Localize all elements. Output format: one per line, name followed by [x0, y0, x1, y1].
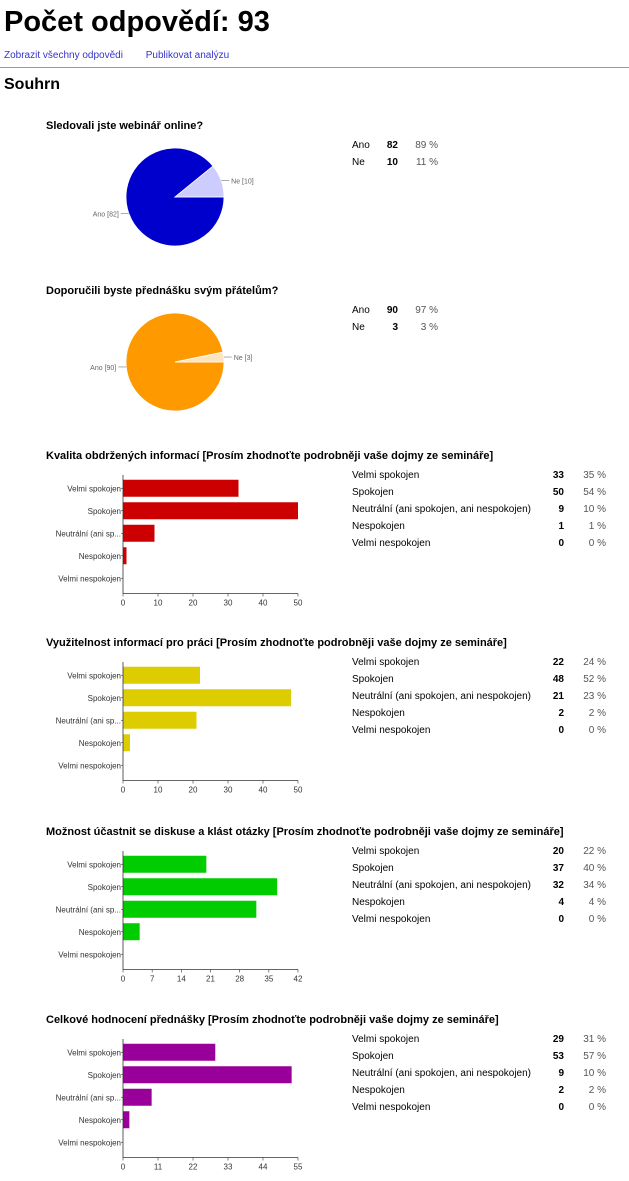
question-title: Využitelnost informací pro práci [Prosím zhodnoťte podrobněji vaše dojmy ze semináře]: [46, 637, 507, 649]
category-label-nespokojen: Nespokojen: [78, 738, 121, 748]
stats-row: [352, 671, 606, 688]
category-label-neutr-ln-ani-spokojen-ani-nespokojen: Neutrální (ani sp...: [55, 1093, 121, 1103]
stats-row: [352, 877, 606, 894]
question-title: Celkové hodnocení přednášky [Prosím zhodnoťte podrobněji vaše dojmy ze semináře]: [46, 1014, 499, 1026]
category-label-velmi-nespokojen: Velmi nespokojen: [58, 950, 121, 960]
stats-label: Velmi spokojen: [352, 470, 420, 481]
x-tick-label: 40: [258, 785, 268, 795]
x-tick-label: 0: [120, 785, 126, 795]
pie-label-ano: Ano [82]: [92, 211, 119, 219]
category-label-neutr-ln-ani-spokojen-ani-nespokojen: Neutrální (ani sp...: [55, 716, 121, 726]
stats-percent: 31 %: [583, 1034, 606, 1045]
x-tick-label: 11: [153, 1162, 163, 1172]
pie-chart: [46, 285, 346, 415]
category-label-neutr-ln-ani-spokojen-ani-nespokojen: Neutrální (ani sp...: [55, 529, 121, 539]
stats-count: 29: [552, 1034, 564, 1045]
stats-row: [352, 467, 606, 484]
stats-row: [352, 1031, 606, 1048]
question-overall-rating: [46, 1014, 629, 1174]
stats-percent: 11 %: [415, 157, 438, 168]
stats-percent: 4 %: [588, 897, 606, 908]
x-tick-label: 14: [176, 974, 186, 984]
stats-count: 21: [552, 691, 564, 702]
pie-chart: [46, 120, 346, 250]
stats-label: Velmi nespokojen: [352, 538, 431, 549]
bar-nespokojen: [123, 1111, 129, 1128]
x-tick-label: 42: [293, 974, 303, 984]
category-label-spokojen: Spokojen: [87, 882, 121, 892]
stats-percent: 23 %: [583, 691, 606, 702]
bar-spokojen: [123, 1066, 292, 1083]
category-label-spokojen: Spokojen: [87, 506, 121, 516]
stats-count: 0: [558, 1102, 564, 1113]
summary-heading: Souhrn: [4, 76, 60, 93]
stats-count: 20: [552, 846, 564, 857]
x-tick-label: 33: [223, 1162, 233, 1172]
stats-percent: 57 %: [583, 1051, 606, 1062]
stats-percent: 2 %: [588, 708, 606, 719]
bar-spokojen: [123, 502, 298, 519]
stats-count: 53: [552, 1051, 564, 1062]
x-tick-label: 20: [188, 598, 198, 608]
question-info-quality: [46, 450, 629, 610]
x-tick-label: 50: [293, 598, 303, 608]
pie-label-ne: Ne [10]: [231, 178, 254, 186]
x-tick-label: 22: [188, 1162, 198, 1172]
stats-table: [352, 467, 606, 552]
stats-row: [352, 518, 606, 535]
stats-row: [352, 705, 606, 722]
x-tick-label: 30: [223, 598, 233, 608]
bar-chart: [46, 637, 346, 797]
pie-label-ne: Ne [3]: [233, 355, 253, 363]
stats-row: [352, 1048, 606, 1065]
stats-percent: 40 %: [583, 863, 606, 874]
stats-label: Ano: [352, 305, 370, 316]
x-tick-label: 20: [188, 785, 198, 795]
x-tick-label: 55: [293, 1162, 303, 1172]
stats-label: Neutrální (ani spokojen, ani nespokojen): [352, 691, 531, 702]
stats-label: Neutrální (ani spokojen, ani nespokojen): [352, 1068, 531, 1079]
stats-row: [352, 535, 606, 552]
stats-table: [352, 1031, 606, 1116]
stats-count: 1: [558, 521, 564, 532]
top-links: [4, 50, 249, 61]
question-title: Možnost účastnit se diskuse a klást otázky [Prosím zhodnoťte podrobněji vaše dojmy ze semináře]: [46, 826, 564, 838]
x-tick-label: 0: [120, 974, 126, 984]
stats-label: Ne: [352, 157, 365, 168]
question-title: Sledovali jste webinář online?: [46, 120, 204, 132]
stats-count: 0: [558, 538, 564, 549]
bar-chart: [46, 1014, 346, 1174]
stats-row: [352, 688, 606, 705]
stats-row: [352, 501, 606, 518]
page-title: Počet odpovědí: 93: [4, 6, 270, 38]
category-label-velmi-nespokojen: Velmi nespokojen: [58, 1138, 121, 1148]
x-tick-label: 35: [264, 974, 274, 984]
stats-count: 22: [552, 657, 564, 668]
stats-label: Nespokojen: [352, 897, 405, 908]
category-label-spokojen: Spokojen: [87, 693, 121, 703]
stats-row: [352, 722, 606, 739]
stats-count: 48: [552, 674, 564, 685]
stats-count: 0: [558, 725, 564, 736]
category-label-neutr-ln-ani-spokojen-ani-nespokojen: Neutrální (ani sp...: [55, 905, 121, 915]
stats-percent: 3 %: [420, 322, 438, 333]
stats-label: Spokojen: [352, 674, 394, 685]
x-tick-label: 21: [206, 974, 215, 984]
stats-count: 32: [552, 880, 564, 891]
stats-row: [352, 1065, 606, 1082]
stats-table: [352, 654, 606, 739]
bar-nespokojen: [123, 923, 140, 940]
x-tick-label: 7: [149, 974, 155, 984]
stats-count: 9: [558, 504, 564, 515]
bar-neutr-ln-ani-spokojen-ani-nespokojen: [123, 712, 197, 729]
category-label-spokojen: Spokojen: [87, 1070, 121, 1080]
bar-velmi-spokojen: [123, 856, 206, 873]
stats-percent: 2 %: [588, 1085, 606, 1096]
stats-label: Ano: [352, 140, 370, 151]
stats-percent: 0 %: [588, 725, 606, 736]
bar-chart: [46, 826, 346, 986]
stats-row: [352, 137, 438, 154]
category-label-nespokojen: Nespokojen: [78, 551, 121, 561]
bar-neutr-ln-ani-spokojen-ani-nespokojen: [123, 525, 155, 542]
stats-percent: 89 %: [415, 140, 438, 151]
bar-nespokojen: [123, 547, 127, 564]
x-tick-label: 0: [120, 1162, 126, 1172]
stats-percent: 10 %: [583, 1068, 606, 1079]
question-recommend: [46, 285, 629, 415]
stats-percent: 10 %: [583, 504, 606, 515]
category-label-nespokojen: Nespokojen: [78, 1115, 121, 1125]
x-tick-label: 44: [258, 1162, 268, 1172]
bar-spokojen: [123, 689, 291, 706]
question-title: Doporučili byste přednášku svým přátelům?: [46, 285, 279, 297]
stats-count: 0: [558, 914, 564, 925]
stats-percent: 0 %: [588, 914, 606, 925]
stats-label: Neutrální (ani spokojen, ani nespokojen): [352, 504, 531, 515]
bar-chart: [46, 450, 346, 610]
publish-analysis-link[interactable]: Publikovat analýzu: [145, 50, 230, 61]
x-tick-label: 28: [235, 974, 245, 984]
category-label-velmi-spokojen: Velmi spokojen: [67, 671, 121, 681]
stats-percent: 24 %: [583, 657, 606, 668]
stats-count: 37: [552, 863, 564, 874]
x-tick-label: 10: [153, 785, 163, 795]
stats-row: [352, 654, 606, 671]
x-tick-label: 10: [153, 598, 163, 608]
stats-percent: 0 %: [588, 1102, 606, 1113]
question-title: Kvalita obdržených informací [Prosím zhodnoťte podrobněji vaše dojmy ze semináře]: [46, 450, 494, 462]
stats-row: [352, 843, 606, 860]
stats-percent: 34 %: [583, 880, 606, 891]
stats-label: Velmi nespokojen: [352, 725, 431, 736]
stats-label: Velmi nespokojen: [352, 914, 431, 925]
stats-label: Spokojen: [352, 487, 394, 498]
stats-count: 2: [558, 1085, 564, 1096]
bar-neutr-ln-ani-spokojen-ani-nespokojen: [123, 1089, 152, 1106]
stats-row: [352, 1099, 606, 1116]
stats-row: [352, 484, 606, 501]
stats-label: Velmi spokojen: [352, 1034, 420, 1045]
question-webinar-online: [46, 120, 629, 250]
category-label-velmi-spokojen: Velmi spokojen: [67, 484, 121, 494]
stats-count: 82: [386, 140, 398, 151]
stats-label: Velmi spokojen: [352, 846, 420, 857]
bar-velmi-spokojen: [123, 1044, 215, 1061]
stats-label: Nespokojen: [352, 708, 405, 719]
category-label-velmi-spokojen: Velmi spokojen: [67, 860, 121, 870]
stats-count: 3: [392, 322, 398, 333]
stats-row: [352, 1082, 606, 1099]
stats-label: Neutrální (ani spokojen, ani nespokojen): [352, 880, 531, 891]
x-tick-label: 40: [258, 598, 268, 608]
category-label-velmi-nespokojen: Velmi nespokojen: [58, 574, 121, 584]
stats-percent: 1 %: [588, 521, 606, 532]
x-tick-label: 0: [120, 598, 126, 608]
stats-row: [352, 894, 606, 911]
stats-percent: 54 %: [583, 487, 606, 498]
pie-label-ano: Ano [90]: [90, 364, 117, 372]
stats-table: [352, 843, 606, 928]
stats-label: Velmi spokojen: [352, 657, 420, 668]
stats-label: Nespokojen: [352, 1085, 405, 1096]
category-label-nespokojen: Nespokojen: [78, 927, 121, 937]
stats-count: 33: [552, 470, 564, 481]
stats-row: [352, 319, 438, 336]
show-all-responses-link[interactable]: Zobrazit všechny odpovědi: [4, 50, 123, 61]
stats-label: Spokojen: [352, 1051, 394, 1062]
question-discussion: [46, 826, 629, 986]
bar-velmi-spokojen: [123, 480, 239, 497]
stats-table: [352, 137, 438, 171]
stats-count: 90: [386, 305, 398, 316]
stats-row: [352, 860, 606, 877]
stats-label: Velmi nespokojen: [352, 1102, 431, 1113]
bar-nespokojen: [123, 734, 130, 751]
stats-count: 4: [558, 897, 564, 908]
x-tick-label: 50: [293, 785, 303, 795]
stats-percent: 52 %: [583, 674, 606, 685]
stats-row: [352, 911, 606, 928]
stats-percent: 97 %: [415, 305, 438, 316]
stats-count: 10: [386, 157, 398, 168]
stats-label: Nespokojen: [352, 521, 405, 532]
bar-neutr-ln-ani-spokojen-ani-nespokojen: [123, 901, 256, 918]
x-tick-label: 30: [223, 785, 233, 795]
stats-count: 2: [558, 708, 564, 719]
stats-label: Ne: [352, 322, 365, 333]
stats-count: 9: [558, 1068, 564, 1079]
bar-spokojen: [123, 878, 277, 895]
stats-table: [352, 302, 438, 336]
stats-row: [352, 302, 438, 319]
bar-velmi-spokojen: [123, 667, 200, 684]
stats-percent: 0 %: [588, 538, 606, 549]
stats-percent: 35 %: [583, 470, 606, 481]
stats-row: [352, 154, 438, 171]
stats-label: Spokojen: [352, 863, 394, 874]
header-divider: [0, 67, 629, 68]
category-label-velmi-nespokojen: Velmi nespokojen: [58, 761, 121, 771]
stats-percent: 22 %: [583, 846, 606, 857]
category-label-velmi-spokojen: Velmi spokojen: [67, 1048, 121, 1058]
question-info-usability: [46, 637, 629, 797]
stats-count: 50: [552, 487, 564, 498]
